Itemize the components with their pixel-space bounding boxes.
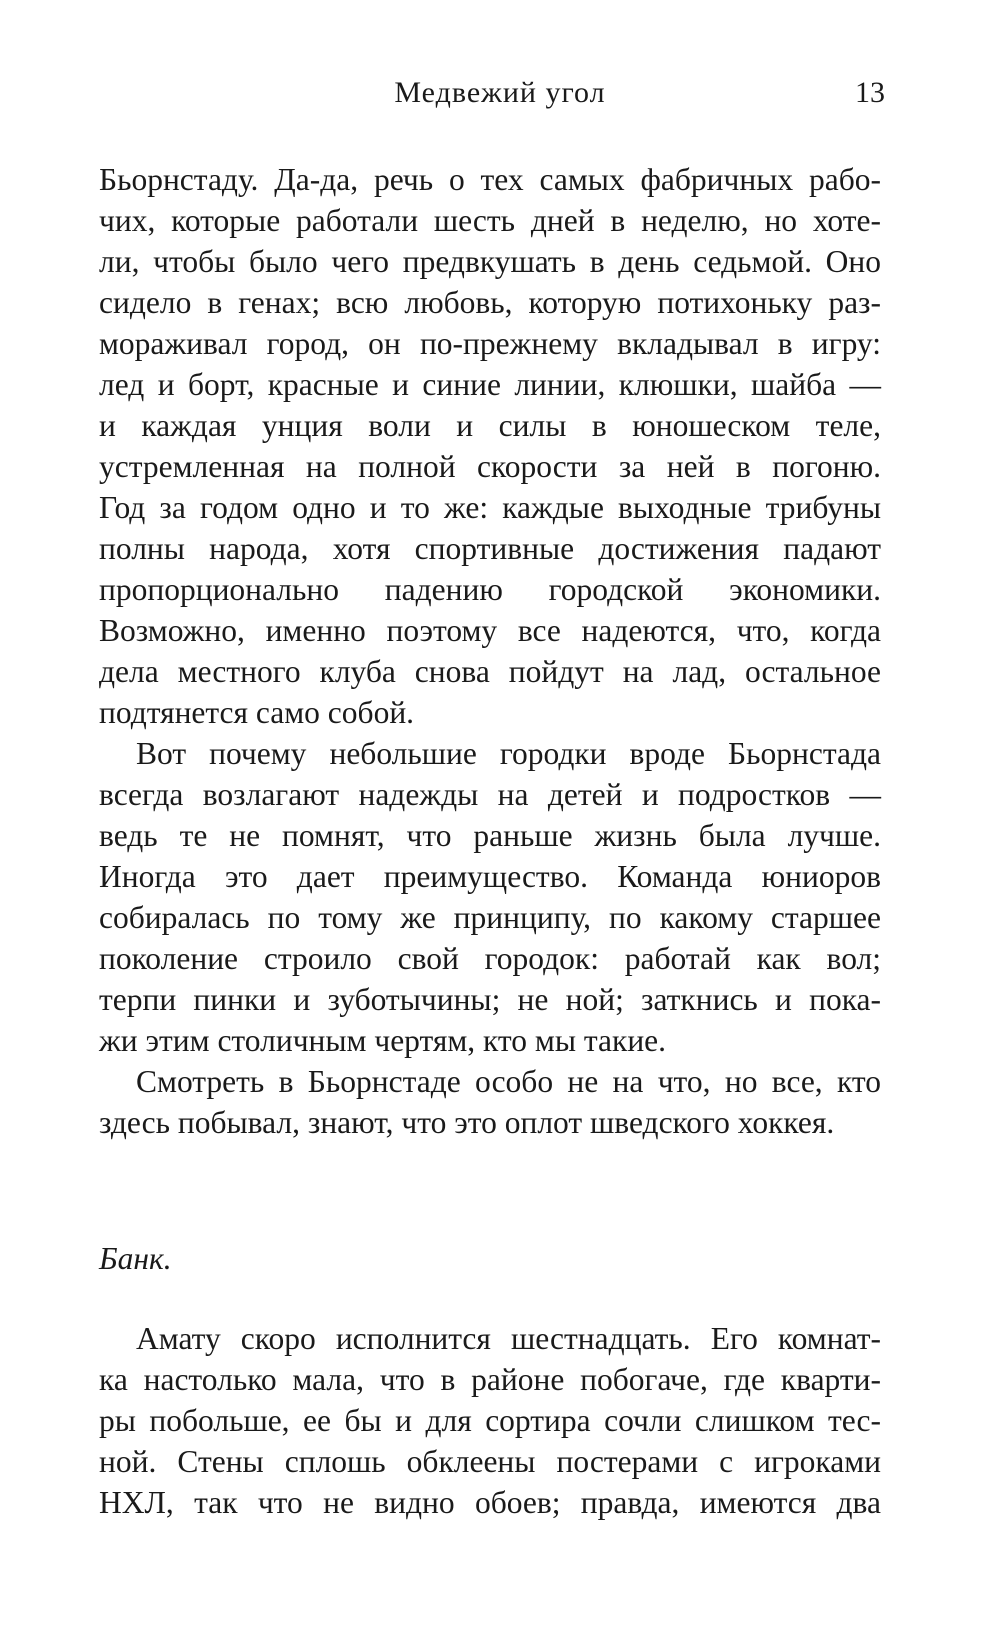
- text-line: ной. Стены сплошь обклеены постерами с игроками: [99, 1444, 881, 1479]
- text-line: жи этим столичным чертям, кто мы такие.: [99, 1023, 667, 1058]
- text-line: ведь те не помнят, что раньше жизнь была лучше.: [99, 818, 881, 853]
- text-line: и каждая унция воли и силы в юношеском теле,: [99, 408, 881, 443]
- text-line: Вот почему небольшие городки вроде Бьорнстада: [136, 736, 881, 771]
- text-line: чих, которые работали шесть дней в неделю, но хоте-: [99, 203, 881, 238]
- text-line: пропорционально падению городской экономики.: [99, 572, 881, 607]
- text-line: Иногда это дает преимущество. Команда юниоров: [99, 859, 881, 894]
- text-line: Возможно, именно поэтому все надеются, что, когда: [99, 613, 881, 648]
- text-line: дела местного клуба снова пойдут на лад, остальное: [99, 654, 881, 689]
- text-line: собиралась по тому же принципу, по какому старшее: [99, 900, 881, 935]
- text-line: лед и борт, красные и синие линии, клюшки, шайба —: [99, 367, 881, 402]
- text-line: ры побольше, ее бы и для сортира сочли слишком тес-: [99, 1403, 881, 1438]
- text-line: ка настолько мала, что в районе побогаче, где кварти-: [99, 1362, 881, 1397]
- page-number: 13: [855, 76, 885, 109]
- section-heading: Банк.: [99, 1241, 172, 1276]
- text-line: ли, чтобы было чего предвкушать в день седьмой. Оно: [99, 244, 881, 279]
- text-line: полны народа, хотя спортивные достижения падают: [99, 531, 881, 566]
- text-line: всегда возлагают надежды на детей и подростков —: [99, 777, 881, 812]
- text-line: сидело в генах; всю любовь, которую потихоньку раз-: [99, 285, 881, 320]
- text-line: Год за годом одно и то же: каждые выходные трибуны: [99, 490, 881, 525]
- text-line: мораживал город, он по-прежнему вкладывал в игру:: [99, 326, 881, 361]
- text-line: подтянется само собой.: [99, 695, 415, 730]
- text-line: Бьорнстаду. Да-да, речь о тех самых фабричных рабо-: [99, 162, 881, 197]
- text-line: поколение строило свой городок: работай как вол;: [99, 941, 881, 976]
- running-header-title: Медвежий угол: [394, 76, 606, 109]
- text-line: НХЛ, так что не видно обоев; правда, имеются два: [99, 1485, 881, 1520]
- text-line: терпи пинки и зуботычины; не ной; заткнись и пока-: [99, 982, 881, 1017]
- text-line: здесь побывал, знают, что это оплот шведского хоккея.: [99, 1105, 835, 1140]
- text-line: Смотреть в Бьорнстаде особо не на что, но все, кто: [136, 1064, 881, 1099]
- text-line: Амату скоро исполнится шестнадцать. Его комнат-: [136, 1321, 881, 1356]
- text-line: устремленная на полной скорости за ней в погоню.: [99, 449, 881, 484]
